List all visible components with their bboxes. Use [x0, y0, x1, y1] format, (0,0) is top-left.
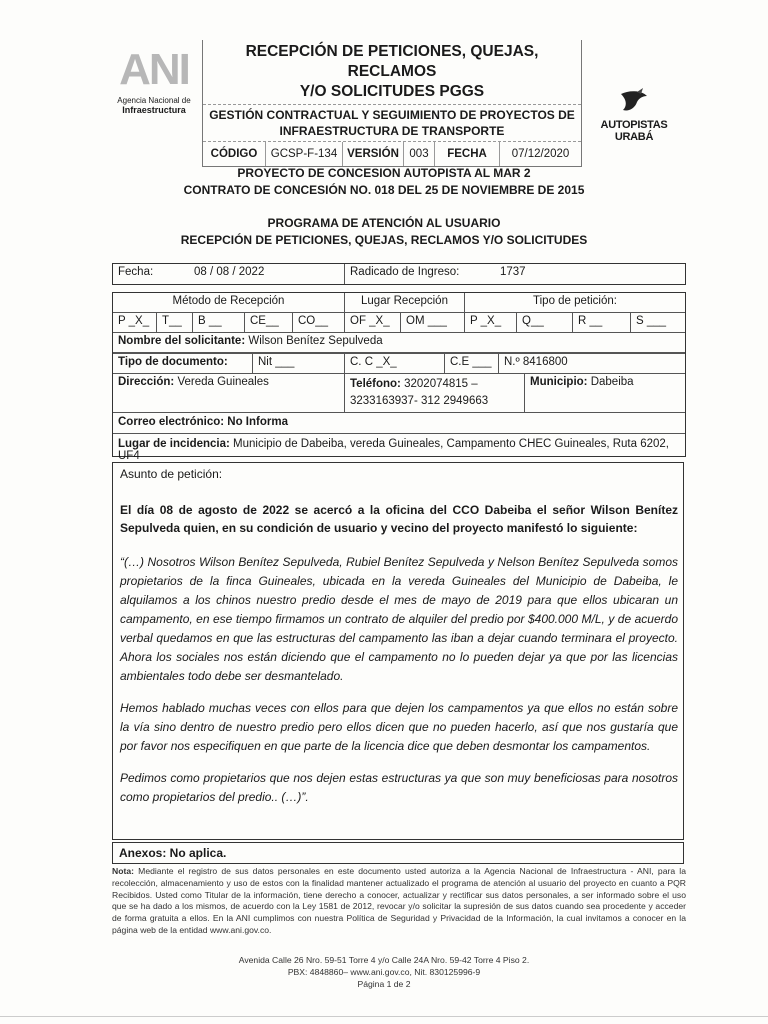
- project-title: [0, 165, 768, 199]
- telefono-cell: [345, 374, 525, 412]
- lugar-om: OM ___: [401, 313, 465, 332]
- metodo-b: B __: [193, 313, 245, 332]
- ani-logo-sub1: Agencia Nacional de: [117, 96, 191, 105]
- metodo-ce: CE__: [245, 313, 293, 332]
- doc-ce: C.E ___: [445, 354, 499, 373]
- radicado-value: 1737: [500, 266, 526, 278]
- metodo-header: Método de Recepción: [113, 293, 345, 312]
- incidencia-value: Municipio de Dabeiba, vereda Guineales, Campamento CHEC Guineales, Ruta 6202, UF4: [118, 438, 669, 462]
- bird-icon: [617, 88, 651, 114]
- ani-logo-sub2: Infraestructura: [122, 105, 186, 115]
- autopistas-uraba-logo: [584, 88, 684, 143]
- tipo-p: P _X_: [465, 313, 517, 332]
- direccion-label: Dirección:: [118, 376, 175, 388]
- fecha-cell: [113, 264, 345, 284]
- header-title-line2: Y/O SOLICITUDES PGGS: [299, 83, 485, 100]
- header-title-line1: RECEPCIÓN DE PETICIONES, QUEJAS, RECLAMOS: [245, 43, 539, 80]
- asunto-box: [112, 462, 684, 840]
- anexos: Anexos: No aplica.: [112, 842, 684, 864]
- municipio-label: Municipio:: [530, 376, 588, 388]
- note-text: Mediante el registro de sus datos personales en este documento usted autoriza a la Agencia Nacional de Infraestructura - ANI, para la recolección, almacenamiento y uso de estos con la finalidad mantener actualizado el programa de atención al usuario del proyecto en cuanto a PQR Recibidos. Usted como Titular de la información, tiene derecho a conocer, actualizar y rectificar sus datos personales, a ser informado sobre el uso que se ha dado a los mismos, de acuerdo con la Ley 1581 de 2012, revocar y/o solicitar la supresión de sus datos cuando sea procedente y acceder de forma gratuita a ellos. En la ANI cumplimos con nuestra Política de Seguridad y Privacidad de la Información, la cual invitamos a conocer en la página web de la entidad www.ani.gov.co.: [112, 866, 686, 935]
- header-subtitle-line2: INFRAESTRUCTURA DE TRANSPORTE: [279, 124, 505, 138]
- lugar-of: OF _X_: [345, 313, 401, 332]
- footer-address: Avenida Calle 26 Nro. 59-51 Torre 4 y/o Calle 24A Nro. 59-42 Torre 4 Piso 2.: [238, 955, 530, 965]
- tipo-s: S ___: [636, 315, 667, 327]
- codigo-label: CÓDIGO: [203, 142, 266, 166]
- metodo-t: T__: [157, 313, 193, 332]
- municipio-cell: [525, 374, 685, 412]
- municipio-value: Dabeiba: [590, 376, 634, 388]
- solicitante-cell: [113, 333, 685, 352]
- ani-logo: [112, 45, 196, 115]
- version-value: 003: [404, 142, 435, 166]
- asunto-paragraph-3: Pedimos como propietarios que nos dejen estas estructuras ya que son muy beneficiosas para nosotros como propietarios del predio.. (…)”.: [120, 771, 678, 804]
- header-title: [203, 40, 581, 105]
- telefono-label: Teléfono:: [350, 378, 401, 390]
- telefono-value2: 3233163937- 312 2949663: [350, 395, 489, 407]
- tipo-header: Tipo de petición:: [533, 295, 617, 307]
- autopistas-uraba-name: AUTOPISTAS URABÁ: [600, 119, 668, 143]
- version-label: VERSIÓN: [343, 142, 404, 166]
- header-subtitle: [203, 105, 581, 142]
- program-line1: PROGRAMA DE ATENCIÓN AL USUARIO: [267, 216, 501, 230]
- asunto-paragraph-1: “(…) Nosotros Wilson Benítez Sepulveda, Rubiel Benítez Sepulveda y Nelson Benítez Sepulveda somos propietarios de la finca Guineales, ubicada en la vereda Guineales del Municipio de Dabeiba, le alquilamos a los chinos nuestro predio desde el mes de mayo de 2019 para que ellos ubicaran un campamento, en ese tiempo firmamos un contrato de alquiler del predio por $400.000 M/L, y de acuerdo verbal quedamos en que las estructuras del campamento las iban a dejar cuando terminara el proyecto. Ahora los sociales nos están diciendo que el campamento no lo pueden dejar ya que por las licencias ambientales todo debe ser desmantelado.: [120, 555, 678, 683]
- metodo-co: CO__: [293, 313, 345, 332]
- telefono-value1: 3202074815 –: [404, 378, 478, 390]
- document-header: [202, 40, 582, 167]
- metodo-p: P _X_: [113, 313, 157, 332]
- incidencia-label: Lugar de incidencia:: [118, 438, 230, 450]
- page-number: Página 1 de 2: [357, 979, 411, 989]
- privacy-note: [112, 866, 686, 937]
- fecha-form-label: Fecha:: [118, 266, 154, 278]
- radicado-label: Radicado de Ingreso:: [350, 266, 460, 278]
- asunto-paragraph-2: Hemos hablado muchas veces con ellos para que dejen los campamentos ya que ellos no están sobre la vía sino dentro de nuestro predio pero ellos dicen que no pueden hacerlo, así que nos gustaría que por favor nos especifiquen en que parte de la licencia dice que deben desmontar los campamentos.: [120, 701, 678, 753]
- incidencia-cell: [113, 434, 685, 462]
- header-codes-row: [203, 142, 581, 166]
- note-label: Nota:: [112, 866, 134, 876]
- direccion-value: Vereda Guineales: [177, 376, 269, 388]
- radicado-cell: [345, 264, 685, 284]
- asunto-label: Asunto de petición:: [120, 467, 223, 481]
- footer-divider: [0, 1016, 768, 1017]
- doc-cc: C. C _X_: [345, 354, 445, 373]
- tipo-q: Q__: [517, 313, 573, 332]
- project-line1: PROYECTO DE CONCESION AUTOPISTA AL MAR 2: [237, 166, 531, 180]
- solicitante-table: [112, 292, 686, 462]
- fecha-label: FECHA: [435, 142, 500, 166]
- tipo-doc-label: Tipo de documento:: [113, 354, 253, 373]
- fecha-radicado-table: [112, 263, 686, 285]
- doc-numero: N.º 8416800: [504, 356, 568, 368]
- asunto-intro: El día 08 de agosto de 2022 se acercó a la oficina del CCO Dabeiba el señor Wilson Benítez Sepulveda quien, en su condición de usuario y vecino del proyecto manifestó lo siguiente:: [120, 503, 678, 535]
- fecha-form-value: 08 / 08 / 2022: [194, 266, 265, 278]
- project-line2: CONTRATO DE CONCESIÓN NO. 018 DEL 25 DE NOVIEMBRE DE 2015: [183, 183, 585, 197]
- correo-cell: Correo electrónico: No Informa: [118, 416, 288, 428]
- program-line2: RECEPCIÓN DE PETICIONES, QUEJAS, RECLAMOS Y/O SOLICITUDES: [180, 233, 588, 247]
- header-subtitle-line1: GESTIÓN CONTRACTUAL Y SEGUIMIENTO DE PROYECTOS DE: [209, 108, 575, 122]
- solicitante-label: Nombre del solicitante:: [118, 335, 246, 347]
- footer-contact: PBX: 4848860– www.ani.gov.co, Nit. 830125996-9: [287, 967, 481, 977]
- direccion-cell: [113, 374, 345, 412]
- program-title: [0, 215, 768, 249]
- lugar-header: Lugar Recepción: [345, 293, 465, 312]
- solicitante-value: Wilson Benítez Sepulveda: [248, 335, 383, 347]
- fecha-value: 07/12/2020: [511, 148, 570, 160]
- codigo-value: GCSP-F-134: [266, 142, 343, 166]
- ani-logo-mark: ANI: [119, 45, 189, 94]
- doc-nit: Nit ___: [253, 354, 345, 373]
- tipo-r: R __: [573, 313, 631, 332]
